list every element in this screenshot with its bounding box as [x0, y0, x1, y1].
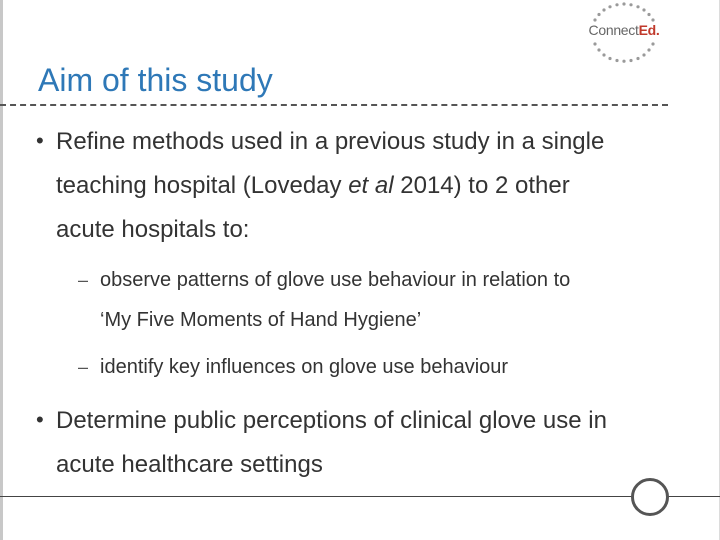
footer-circle-icon: [631, 478, 669, 516]
bullet-2-line-2: acute healthcare settings: [56, 451, 323, 478]
logo-text: [578, 22, 670, 38]
logo-text-connect: Connect: [588, 22, 639, 38]
footer-line: [0, 496, 720, 497]
subbullet-1-line-2: ‘My Five Moments of Hand Hygiene’: [100, 309, 422, 331]
bullet-marker: •: [36, 407, 44, 432]
bullet-1-line-2: [56, 172, 570, 200]
subbullet-2-dash: –: [78, 357, 89, 377]
subbullet-1-dash: –: [78, 270, 89, 290]
bullet-1-text-end: 2014) to 2 other: [393, 172, 570, 199]
left-border: [0, 0, 3, 540]
bullet-1-italic: et al: [348, 172, 394, 199]
subbullet-1-line-1: observe patterns of glove use behaviour in relation to: [100, 269, 571, 291]
connected-logo: [578, 0, 670, 72]
bullet-1-line-3: acute hospitals to:: [56, 216, 250, 243]
slide-title: Aim of this study: [38, 62, 273, 98]
bullet-1-text: teaching hospital (Loveday: [56, 172, 349, 199]
title-divider: [0, 104, 668, 106]
bullet-marker: •: [36, 128, 44, 153]
subbullet-2-line-1: identify key influences on glove use behaviour: [100, 356, 509, 378]
bullet-1-line-1: Refine methods used in a previous study in a single: [56, 128, 605, 155]
bullet-2-line-1: Determine public perceptions of clinical glove use in: [56, 407, 607, 434]
logo-text-ed: Ed.: [638, 22, 660, 38]
